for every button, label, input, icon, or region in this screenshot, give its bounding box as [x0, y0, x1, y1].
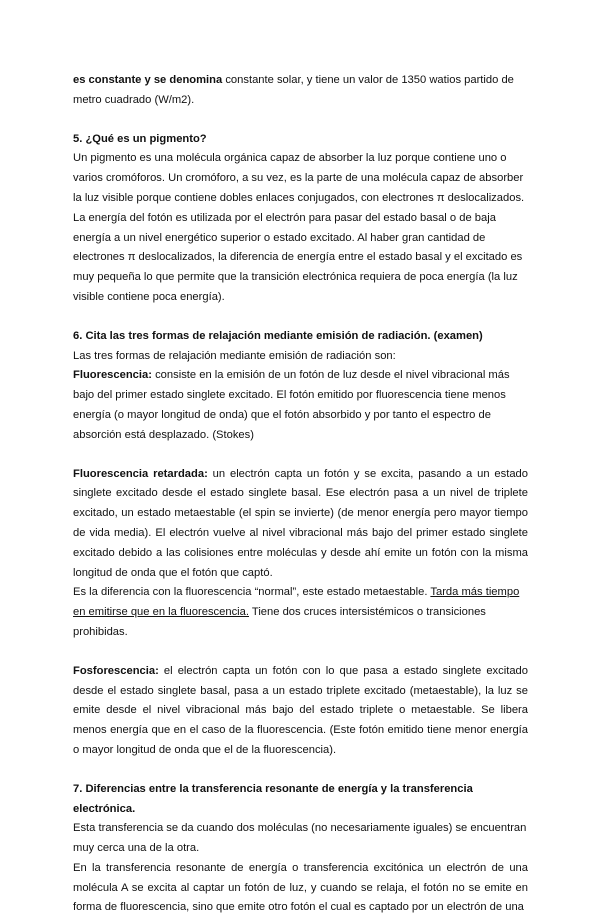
underlined-phrase: Tarda más tiempo en emitirse que en la fluorescencia.: [73, 586, 520, 619]
term-fluorescence: Fluorescencia:: [73, 369, 152, 382]
paragraph-resonant-transfer: En la transferencia resonante de energía o transferencia excitónica un electrón de una molécula A se excita al captar un fotón de luz, y cuando se relaja, el fotón no se emite en forma de fluorescencia, sino que emite otro fotón el cual es captado por un electrón de una: [73, 861, 528, 914]
paragraph-fluorescence: [73, 366, 528, 445]
paragraph-text: Tiene dos cruces intersistémicos o transiciones prohibidas.: [73, 606, 486, 638]
bold-phrase: es constante y se denomina: [73, 74, 223, 86]
paragraph-transfer-intro: Esta transferencia se da cuando dos moléculas (no necesariamente iguales) se encuentran muy cerca una de la otra.: [73, 822, 527, 855]
paragraph-pigment: Un pigmento es una molécula orgánica capaz de absorber la luz porque contiene uno o varios cromóforos. Un cromóforo, a su vez, es la parte de una molécula capaz de absorber la luz visible porque contiene dobles enlaces conjugados, con electrones π deslocalizados. La energía del fotón es utilizada por el electrón para pasar del estado basal o de baja energía a un nivel energético superior o estado excitado. Al haber gran cantidad de electrones π deslocalizados, la diferencia de energía entre el estado basal y el excitado es muy pequeña lo que permite que la transición electrónica requiera de poca energía (la luz visible contiene poca energía).: [73, 152, 525, 303]
paragraph-intro: Las tres formas de relajación mediante emisión de radiación son:: [73, 349, 396, 362]
paragraph-solar-constant: [73, 71, 528, 111]
paragraph-text: el electrón capta un fotón con lo que pasa a estado singlete excitado desde el estado singlete basal, pasa a un estado triplete excitado (metaestable), la luz se emite desde el nivel vibracional más bajo del estado triplete o metaestable. Se libera menos energía que en el caso de la fluorescencia. (Este fotón emitido tiene menor energía o mayor longitud de onda que el de la fluorescencia).: [73, 664, 528, 756]
paragraph-text: consiste en la emisión de un fotón de luz desde el nivel vibracional más bajo del primer estado singlete excitado. El fotón emitido por fluorescencia tiene menos energía (o mayor longitud de onda) que el fotón absorbido y por tanto el espectro de absorción está desplazado. (Stokes): [73, 369, 510, 441]
paragraph-text: constante solar, y tiene un valor de 1350 watios partido de metro cuadrado (W/m2).: [73, 74, 514, 106]
term-delayed-fluorescence: Fluorescencia retardada:: [73, 467, 208, 480]
heading-question-6: 6. Cita las tres formas de relajación mediante emisión de radiación. (examen): [73, 329, 483, 342]
document-body: [73, 71, 528, 918]
paragraph-delayed-fluorescence: [73, 465, 528, 584]
term-phosphorescence: Fosforescencia:: [73, 664, 159, 677]
paragraph-text: Es la diferencia con la fluorescencia “normal”, este estado metaestable.: [73, 586, 431, 599]
paragraph-text: un electrón capta un fotón y se excita, pasando a un estado singlete excitado desde el estado singlete basal. Ese electrón pasa a un nivel de triplete excitado, un estado metaestable (el spin se invierte) (de menor energía pero mayor tiempo de vida media). El electrón vuelve al nivel vibracional más bajo del primer estado singlete excitado debido a las colisiones entre moléculas y desde ahí emite un fotón con la misma longitud de onda que el fotón que captó.: [73, 467, 528, 579]
paragraph-difference: [73, 583, 528, 642]
paragraph-phosphorescence: [73, 662, 528, 761]
heading-question-5: 5. ¿Qué es un pigmento?: [73, 132, 207, 145]
heading-question-7: 7. Diferencias entre la transferencia resonante de energía y la transferencia electrónica.: [73, 782, 473, 815]
